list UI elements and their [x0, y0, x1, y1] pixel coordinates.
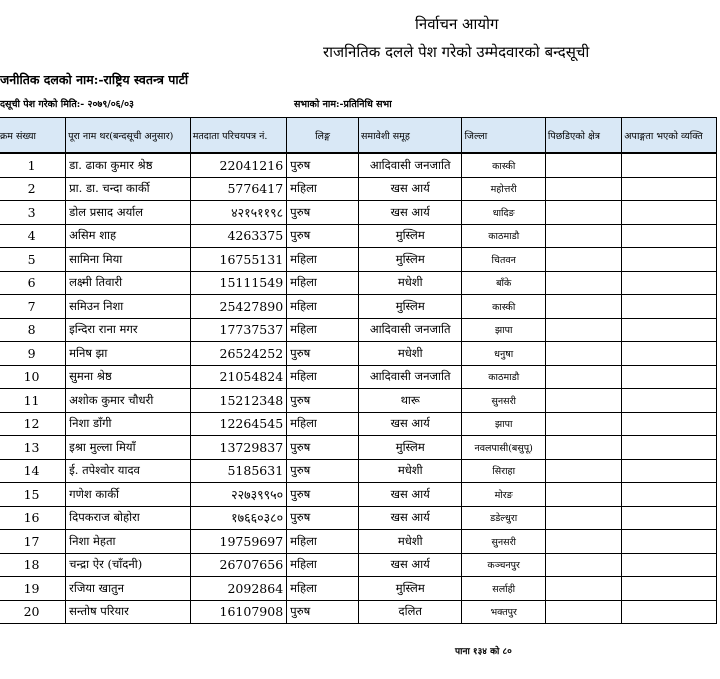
table-row: [0, 389, 717, 413]
backward-area-cell: [545, 553, 621, 577]
table-row: [0, 318, 717, 342]
party-name-line: जनीतिक दलको नाम:-राष्ट्रिय स्वतन्त्र पार्टी: [0, 72, 189, 87]
voter-id-cell: 16107908: [190, 600, 286, 624]
gender-cell: महिला: [287, 248, 359, 272]
disability-cell: [622, 153, 717, 177]
district-cell: भक्तपुर: [462, 600, 545, 624]
table-row: [0, 459, 717, 483]
page-number: पाना १३४ को ८०: [455, 647, 512, 657]
table-row: [0, 248, 717, 272]
serial-cell: 5: [0, 248, 66, 272]
disability-cell: [622, 342, 717, 366]
disability-cell: [622, 177, 717, 201]
candidate-table: [0, 117, 717, 624]
backward-area-cell: [545, 224, 621, 248]
district-cell: झापा: [462, 412, 545, 436]
table-row: [0, 201, 717, 225]
disability-cell: [622, 224, 717, 248]
serial-cell: 11: [0, 389, 66, 413]
inclusive-group-cell: मधेशी: [358, 342, 462, 366]
table-row: [0, 365, 717, 389]
disability-cell: [622, 459, 717, 483]
district-cell: सुनसरी: [462, 389, 545, 413]
gender-cell: पुरुष: [287, 153, 359, 177]
inclusive-group-cell: खस आर्य: [358, 483, 462, 507]
gender-cell: पुरुष: [287, 342, 359, 366]
gender-cell: पुरुष: [287, 600, 359, 624]
disability-cell: [622, 506, 717, 530]
inclusive-group-cell: दलित: [358, 600, 462, 624]
name-cell: प्रा. डा. चन्दा कार्की: [66, 177, 191, 201]
serial-cell: 8: [0, 318, 66, 342]
voter-id-cell: 15212348: [190, 389, 286, 413]
name-cell: गणेश कार्की: [66, 483, 191, 507]
table-row: [0, 553, 717, 577]
column-header-backward-area: पिछडिएको क्षेत्र: [545, 118, 621, 154]
district-cell: झापा: [462, 318, 545, 342]
submission-date-line: दसूची पेश गरेको मिति:- २०७९/०६/०३: [0, 99, 134, 110]
disability-cell: [622, 530, 717, 554]
voter-id-cell: १७६६०३८०: [190, 506, 286, 530]
district-cell: काठमाडौ: [462, 224, 545, 248]
serial-cell: 12: [0, 412, 66, 436]
backward-area-cell: [545, 506, 621, 530]
document-subtitle: राजनितिक दलले पेश गरेको उम्मेदवारको बन्दसूची: [323, 43, 590, 61]
district-cell: डडेल्धुरा: [462, 506, 545, 530]
district-cell: कास्की: [462, 295, 545, 319]
serial-cell: 18: [0, 553, 66, 577]
voter-id-cell: 26524252: [190, 342, 286, 366]
gender-cell: महिला: [287, 318, 359, 342]
table-row: [0, 530, 717, 554]
voter-id-cell: 19759697: [190, 530, 286, 554]
gender-cell: पुरुष: [287, 483, 359, 507]
backward-area-cell: [545, 248, 621, 272]
column-header-serial: क्रम संख्या: [0, 118, 66, 154]
table-row: [0, 271, 717, 295]
backward-area-cell: [545, 600, 621, 624]
gender-cell: महिला: [287, 412, 359, 436]
name-cell: असिम शाह: [66, 224, 191, 248]
district-cell: मोरङ: [462, 483, 545, 507]
column-header-district: जिल्ला: [462, 118, 545, 154]
table-row: [0, 153, 717, 177]
district-cell: सिराहा: [462, 459, 545, 483]
inclusive-group-cell: खस आर्य: [358, 553, 462, 577]
inclusive-group-cell: खस आर्य: [358, 201, 462, 225]
table-row: [0, 577, 717, 601]
column-header-inclusive-group: समावेशी समूह: [358, 118, 462, 154]
backward-area-cell: [545, 530, 621, 554]
inclusive-group-cell: मधेशी: [358, 271, 462, 295]
voter-id-cell: 21054824: [190, 365, 286, 389]
table-row: [0, 506, 717, 530]
table-row: [0, 177, 717, 201]
disability-cell: [622, 248, 717, 272]
voter-id-cell: 13729837: [190, 436, 286, 460]
name-cell: डा. ढाका कुमार श्रेष्ठ: [66, 153, 191, 177]
table-header-row: [0, 118, 717, 154]
inclusive-group-cell: मधेशी: [358, 530, 462, 554]
gender-cell: पुरुष: [287, 459, 359, 483]
name-cell: लक्ष्मी तिवारी: [66, 271, 191, 295]
voter-id-cell: 16755131: [190, 248, 286, 272]
voter-id-cell: 22041216: [190, 153, 286, 177]
inclusive-group-cell: खस आर्य: [358, 177, 462, 201]
gender-cell: महिला: [287, 553, 359, 577]
serial-cell: 15: [0, 483, 66, 507]
inclusive-group-cell: थारू: [358, 389, 462, 413]
table-row: [0, 295, 717, 319]
name-cell: निशा मेहता: [66, 530, 191, 554]
district-cell: सर्लाही: [462, 577, 545, 601]
backward-area-cell: [545, 483, 621, 507]
district-cell: कञ्चनपुर: [462, 553, 545, 577]
gender-cell: महिला: [287, 365, 359, 389]
voter-id-cell: २२७३९९५०: [190, 483, 286, 507]
name-cell: निशा डाँगी: [66, 412, 191, 436]
table-row: [0, 224, 717, 248]
name-cell: इन्दिरा राना मगर: [66, 318, 191, 342]
disability-cell: [622, 271, 717, 295]
district-cell: कास्की: [462, 153, 545, 177]
disability-cell: [622, 436, 717, 460]
inclusive-group-cell: मुस्लिम: [358, 295, 462, 319]
serial-cell: 19: [0, 577, 66, 601]
backward-area-cell: [545, 389, 621, 413]
disability-cell: [622, 483, 717, 507]
serial-cell: 16: [0, 506, 66, 530]
inclusive-group-cell: मुस्लिम: [358, 224, 462, 248]
serial-cell: 9: [0, 342, 66, 366]
backward-area-cell: [545, 318, 621, 342]
table-row: [0, 436, 717, 460]
gender-cell: पुरुष: [287, 506, 359, 530]
name-cell: सुमना श्रेष्ठ: [66, 365, 191, 389]
serial-cell: 14: [0, 459, 66, 483]
inclusive-group-cell: आदिवासी जनजाति: [358, 365, 462, 389]
backward-area-cell: [545, 459, 621, 483]
gender-cell: पुरुष: [287, 201, 359, 225]
inclusive-group-cell: आदिवासी जनजाति: [358, 318, 462, 342]
serial-cell: 3: [0, 201, 66, 225]
voter-id-cell: 5776417: [190, 177, 286, 201]
serial-cell: 6: [0, 271, 66, 295]
disability-cell: [622, 318, 717, 342]
serial-cell: 7: [0, 295, 66, 319]
name-cell: मनिष झा: [66, 342, 191, 366]
voter-id-cell: 25427890: [190, 295, 286, 319]
district-cell: नवलपासी(बसुपू): [462, 436, 545, 460]
inclusive-group-cell: मुस्लिम: [358, 436, 462, 460]
table-row: [0, 412, 717, 436]
name-cell: दिपकराज बोहोरा: [66, 506, 191, 530]
district-cell: महोत्तरी: [462, 177, 545, 201]
name-cell: डोल प्रसाद अर्याल: [66, 201, 191, 225]
district-cell: चितवन: [462, 248, 545, 272]
voter-id-cell: 15111549: [190, 271, 286, 295]
table-row: [0, 483, 717, 507]
inclusive-group-cell: खस आर्य: [358, 412, 462, 436]
table-row: [0, 342, 717, 366]
name-cell: रजिया खातुन: [66, 577, 191, 601]
district-cell: काठमाडौ: [462, 365, 545, 389]
name-cell: ई. तपेश्वोर यादव: [66, 459, 191, 483]
backward-area-cell: [545, 201, 621, 225]
disability-cell: [622, 577, 717, 601]
disability-cell: [622, 295, 717, 319]
backward-area-cell: [545, 436, 621, 460]
voter-id-cell: 12264545: [190, 412, 286, 436]
voter-id-cell: 4263375: [190, 224, 286, 248]
serial-cell: 10: [0, 365, 66, 389]
inclusive-group-cell: मुस्लिम: [358, 248, 462, 272]
column-header-disability: अपाङ्गता भएको व्यक्ति: [622, 118, 717, 154]
inclusive-group-cell: मधेशी: [358, 459, 462, 483]
backward-area-cell: [545, 412, 621, 436]
name-cell: सामिना मिया: [66, 248, 191, 272]
backward-area-cell: [545, 271, 621, 295]
voter-id-cell: 5185631: [190, 459, 286, 483]
disability-cell: [622, 365, 717, 389]
table-row: [0, 600, 717, 624]
gender-cell: पुरुष: [287, 389, 359, 413]
disability-cell: [622, 600, 717, 624]
name-cell: चन्द्रा ऐर (चाँदनी): [66, 553, 191, 577]
disability-cell: [622, 201, 717, 225]
commission-title: निर्वाचन आयोग: [415, 15, 499, 33]
gender-cell: महिला: [287, 177, 359, 201]
name-cell: इश्रा मुल्ला मियाँ: [66, 436, 191, 460]
voter-id-cell: 26707656: [190, 553, 286, 577]
disability-cell: [622, 553, 717, 577]
backward-area-cell: [545, 577, 621, 601]
inclusive-group-cell: आदिवासी जनजाति: [358, 153, 462, 177]
serial-cell: 20: [0, 600, 66, 624]
gender-cell: महिला: [287, 530, 359, 554]
district-cell: धादिङ: [462, 201, 545, 225]
name-cell: समिउन निशा: [66, 295, 191, 319]
gender-cell: महिला: [287, 577, 359, 601]
disability-cell: [622, 389, 717, 413]
name-cell: अशोक कुमार चौधरी: [66, 389, 191, 413]
column-header-gender: लिङ्ग: [287, 118, 359, 154]
serial-cell: 4: [0, 224, 66, 248]
gender-cell: महिला: [287, 295, 359, 319]
inclusive-group-cell: मुस्लिम: [358, 577, 462, 601]
district-cell: धनुषा: [462, 342, 545, 366]
gender-cell: पुरुष: [287, 436, 359, 460]
backward-area-cell: [545, 295, 621, 319]
column-header-voter-id: मतदाता परिचयपत्र नं.: [190, 118, 286, 154]
serial-cell: 2: [0, 177, 66, 201]
assembly-name-line: सभाको नाम:-प्रतिनिधि सभा: [294, 99, 392, 110]
name-cell: सन्तोष परियार: [66, 600, 191, 624]
voter-id-cell: 17737537: [190, 318, 286, 342]
backward-area-cell: [545, 365, 621, 389]
district-cell: बाँके: [462, 271, 545, 295]
district-cell: सुनसरी: [462, 530, 545, 554]
serial-cell: 13: [0, 436, 66, 460]
column-header-full-name: पूरा नाम थर(बन्दसूची अनुसार): [66, 118, 191, 154]
backward-area-cell: [545, 342, 621, 366]
voter-id-cell: 2092864: [190, 577, 286, 601]
backward-area-cell: [545, 153, 621, 177]
gender-cell: महिला: [287, 271, 359, 295]
gender-cell: पुरुष: [287, 224, 359, 248]
inclusive-group-cell: खस आर्य: [358, 506, 462, 530]
voter-id-cell: ४२१५११९८: [190, 201, 286, 225]
backward-area-cell: [545, 177, 621, 201]
serial-cell: 17: [0, 530, 66, 554]
serial-cell: 1: [0, 153, 66, 177]
disability-cell: [622, 412, 717, 436]
